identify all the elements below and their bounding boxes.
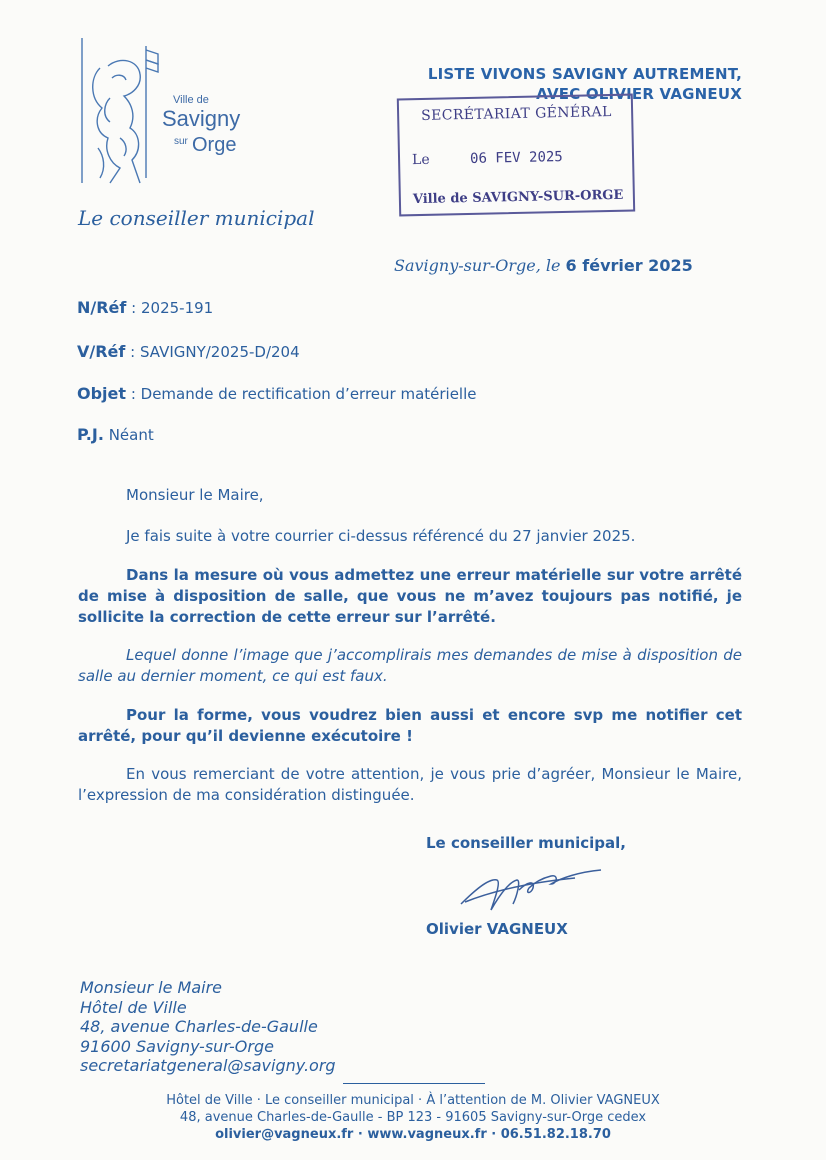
paragraph-4: Pour la forme, vous voudrez bien aussi et encore svp me notifier cet arrêté, pour qu’il devienne exécutoire !	[78, 706, 742, 745]
objet-value: : Demande de rectification d’erreur matérielle	[130, 385, 477, 403]
paragraph-2: Dans la mesure où vous admettez une erreur matérielle sur votre arrêté de mise à disposition de salle, que vous ne m’avez toujours pas notifié, je sollicite la correction de cette erreur sur l’arrêté.	[78, 566, 742, 626]
logo-savigny: Savigny	[162, 106, 241, 131]
lion-emblem-icon	[80, 38, 160, 188]
city-logo	[80, 38, 250, 188]
date-place: Savigny-sur-Orge, le	[394, 256, 561, 275]
stamp-title: SECRÉTARIAT GÉNÉRAL	[420, 103, 612, 124]
logo-orge: Orge	[192, 134, 237, 156]
vref-line	[77, 342, 300, 361]
footer-line-2: 48, avenue Charles-de-Gaulle - BP 123 - 91605 Savigny-sur-Orge cedex	[179, 1110, 647, 1125]
address-line-3: 48, avenue Charles-de-Gaulle	[80, 1017, 318, 1036]
logo-sur: sur	[174, 136, 188, 147]
footer	[0, 1092, 826, 1143]
vref-value: : SAVIGNY/2025-D/204	[130, 343, 300, 361]
pj-label: P.J.	[77, 425, 104, 444]
address-line-1: Monsieur le Maire	[80, 978, 223, 997]
date-value: 6 février 2025	[565, 256, 693, 275]
vref-label: V/Réf	[77, 342, 126, 361]
nref-label: N/Réf	[77, 298, 127, 317]
paragraph-1: Je fais suite à votre courrier ci-dessus référencé du 27 janvier 2025.	[126, 527, 636, 545]
recipient-address	[80, 978, 336, 1076]
pj-value: Néant	[108, 426, 154, 444]
received-stamp	[397, 94, 635, 217]
handwritten-signature-icon	[455, 860, 615, 918]
salutation: Monsieur le Maire,	[126, 486, 264, 504]
signature-role: Le conseiller municipal,	[426, 834, 627, 852]
stamp-date: 06 FEV 2025	[469, 149, 563, 167]
signature-name: Olivier VAGNEUX	[426, 920, 568, 938]
objet-label: Objet	[77, 384, 127, 403]
list-title-line1: LISTE VIVONS SAVIGNY AUTREMENT,	[427, 65, 742, 83]
paragraph-5: En vous remerciant de votre attention, je vous prie d’agréer, Monsieur le Maire, l’expression de ma considération distinguée.	[78, 765, 742, 804]
stamp-le: Le	[411, 151, 430, 169]
sender-role: Le conseiller municipal	[78, 206, 315, 230]
footer-contact: olivier@vagneux.fr · www.vagneux.fr · 06.51.82.18.70	[215, 1127, 611, 1142]
list-title-line2: AVEC OLIVIER VAGNEUX	[536, 85, 742, 103]
footer-divider	[343, 1083, 485, 1084]
address-line-4: 91600 Savigny-sur-Orge	[80, 1036, 274, 1056]
pj-line	[77, 425, 154, 444]
date-line	[394, 256, 693, 275]
footer-line-1: Hôtel de Ville · Le conseiller municipal · À l’attention de M. Olivier VAGNEUX	[166, 1093, 660, 1108]
nref-value: : 2025-191	[131, 299, 214, 317]
stamp-city: Ville de SAVIGNY-SUR-ORGE	[412, 187, 624, 208]
nref-line	[77, 298, 213, 317]
address-line-2: Hôtel de Ville	[80, 997, 187, 1017]
paragraph-3: Lequel donne l’image que j’accomplirais mes demandes de mise à disposition de salle au dernier moment, ce qui est faux.	[78, 646, 742, 685]
objet-line	[77, 384, 477, 403]
address-email: secretariatgeneral@savigny.org	[80, 1056, 336, 1075]
logo-ville-de: Ville de	[173, 94, 209, 106]
